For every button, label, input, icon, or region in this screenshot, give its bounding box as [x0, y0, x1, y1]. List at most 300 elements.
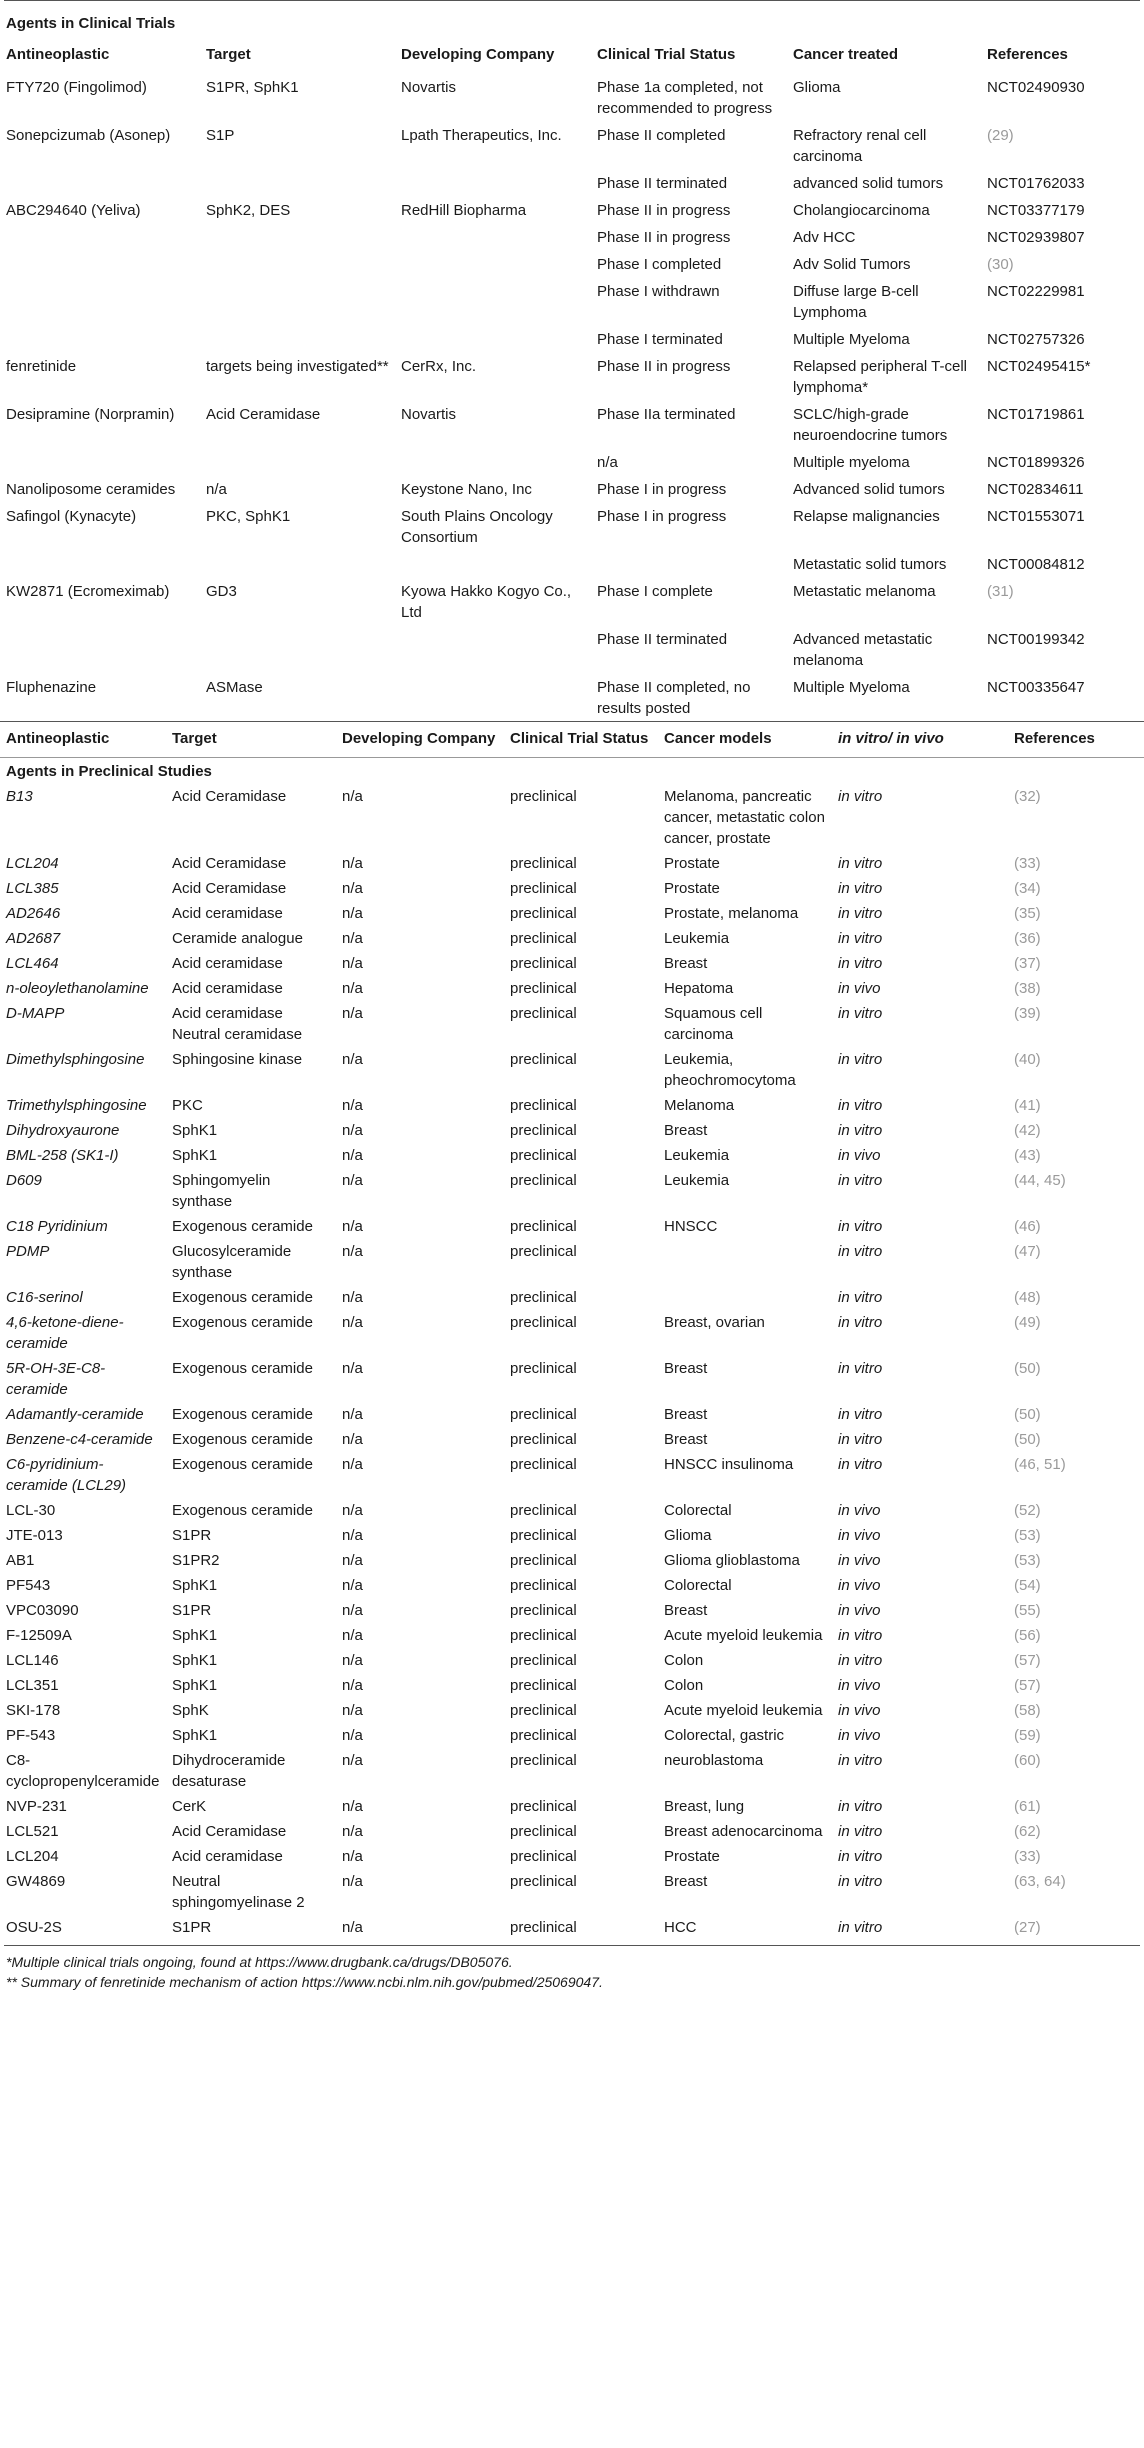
preclinical-table-cell: Acid ceramidase: [172, 955, 283, 972]
clinical-table-row: [0, 223, 1144, 250]
preclinical-table-cell: n/a: [342, 1147, 363, 1164]
preclinical-table-cell: in vitro: [838, 855, 883, 872]
preclinical-table-cell: preclinical: [510, 1431, 577, 1448]
preclinical-table-cell: n/a: [342, 1431, 363, 1448]
preclinical-table-cell: Breast, ovarian: [664, 1314, 765, 1331]
preclinical-table-cell: C6-pyridinium-ceramide (LCL29): [6, 1456, 127, 1494]
preclinical-table-cell: n/a: [342, 1527, 363, 1544]
preclinical-table-cell: LCL-30: [6, 1502, 56, 1519]
preclinical-table-cell: in vitro: [838, 930, 883, 947]
preclinical-table-cell: preclinical: [510, 1798, 577, 1815]
clinical-table-cell: Cholangiocarcinoma: [793, 202, 930, 219]
preclinical-table-cell: Colorectal: [664, 1577, 732, 1594]
preclinical-table-cell: HNSCC: [664, 1218, 718, 1235]
preclinical-table-cell: SphK1: [172, 1727, 218, 1744]
preclinical-table-cell: Melanoma: [664, 1097, 735, 1114]
preclinical-table-cell: C8-cyclopropenylceramide: [6, 1752, 160, 1790]
clinical-table-cell: NCT00199342: [987, 631, 1085, 648]
clinical-header-row: [0, 38, 1144, 73]
preclinical-table-cell: n/a: [342, 1051, 363, 1068]
preclinical-table-row: [0, 1914, 1144, 1939]
preclinical-table-cell: Acid Ceramidase: [172, 880, 287, 897]
preclinical-table-cell: (41): [1014, 1097, 1041, 1114]
preclinical-table-cell: in vivo: [838, 1677, 881, 1694]
preclinical-table-cell: in vitro: [838, 1752, 883, 1769]
preclinical-table-cell: SphK1: [172, 1147, 218, 1164]
preclinical-table-cell: preclinical: [510, 980, 577, 997]
preclinical-table-cell: preclinical: [510, 1218, 577, 1235]
clinical-table-cell: Keystone Nano, Inc: [401, 481, 532, 498]
preclinical-table-cell: in vitro: [838, 1122, 883, 1139]
clinical-table-row: [0, 673, 1144, 721]
preclinical-table-cell: Acid ceramidase: [172, 980, 283, 997]
preclinical-table-cell: n/a: [342, 1097, 363, 1114]
preclinical-table-cell: [658, 1238, 832, 1284]
preclinical-table-cell: (61): [1014, 1798, 1041, 1815]
preclinical-table-cell: (43): [1014, 1147, 1041, 1164]
preclinical-table-cell: Glioma: [664, 1527, 712, 1544]
clinical-table-cell: [0, 625, 200, 673]
preclinical-table-cell: Colorectal: [664, 1502, 732, 1519]
clinical-table-cell: NCT02834611: [987, 481, 1084, 498]
preclinical-table-row: [0, 1868, 1144, 1914]
preclinical-table-row: [0, 1572, 1144, 1597]
preclinical-table-row: [0, 1355, 1144, 1401]
preclinical-table-cell: AB1: [6, 1552, 35, 1569]
preclinical-table-cell: preclinical: [510, 880, 577, 897]
preclinical-table-cell: Exogenous ceramide: [172, 1314, 313, 1331]
clinical-table-cell: [200, 223, 395, 250]
preclinical-table-row: [0, 1401, 1144, 1426]
preclinical-table-cell: LCL204: [6, 1848, 59, 1865]
clinical-table-cell: NCT00335647: [987, 679, 1085, 696]
preclinical-table-cell: Prostate: [664, 855, 720, 872]
preclinical-table-cell: (47): [1014, 1243, 1041, 1260]
preclinical-table-cell: (42): [1014, 1122, 1041, 1139]
clinical-table-cell: FTY720 (Fingolimod): [6, 79, 147, 96]
preclinical-table-cell: preclinical: [510, 1051, 577, 1068]
clinical-header-cell: Developing Company: [401, 46, 555, 63]
preclinical-table-cell: JTE-013: [6, 1527, 63, 1544]
preclinical-table-cell: in vitro: [838, 1005, 883, 1022]
preclinical-table-row: [0, 1092, 1144, 1117]
preclinical-table-cell: PF543: [6, 1577, 51, 1594]
preclinical-table-cell: Breast, lung: [664, 1798, 745, 1815]
preclinical-table-cell: in vitro: [838, 1456, 883, 1473]
preclinical-table-row: [0, 1117, 1144, 1142]
preclinical-table-cell: (44, 45): [1014, 1172, 1066, 1189]
preclinical-table-cell: n/a: [342, 1360, 363, 1377]
clinical-table-cell: [591, 550, 787, 577]
preclinical-table-cell: n/a: [342, 1823, 363, 1840]
clinical-table-cell: Phase II completed: [597, 127, 726, 144]
clinical-table-cell: Phase I withdrawn: [597, 283, 720, 300]
preclinical-table-cell: D-MAPP: [6, 1005, 65, 1022]
preclinical-table-cell: (58): [1014, 1702, 1041, 1719]
preclinical-table-row: [0, 850, 1144, 875]
preclinical-table-cell: Adamantly-ceramide: [6, 1406, 144, 1423]
preclinical-table-cell: n/a: [342, 1577, 363, 1594]
clinical-table-cell: Nanoliposome ceramides: [6, 481, 176, 498]
preclinical-table-cell: neuroblastoma: [664, 1752, 764, 1769]
preclinical-table-cell: (40): [1014, 1051, 1041, 1068]
preclinical-table-cell: preclinical: [510, 1627, 577, 1644]
preclinical-table-cell: Leukemia: [664, 930, 730, 947]
preclinical-table-cell: (63, 64): [1014, 1873, 1066, 1890]
clinical-table-row: [0, 448, 1144, 475]
clinical-table-cell: Diffuse large B-cell Lymphoma: [793, 283, 919, 321]
preclinical-table-cell: in vivo: [838, 1702, 881, 1719]
preclinical-table-row: [0, 1697, 1144, 1722]
clinical-table-cell: [0, 550, 200, 577]
preclinical-table-cell: Benzene-c4-ceramide: [6, 1431, 153, 1448]
clinical-table-cell: Phase II in progress: [597, 202, 731, 219]
clinical-table-cell: [395, 325, 591, 352]
preclinical-table-cell: (54): [1014, 1577, 1041, 1594]
preclinical-table-cell: (50): [1014, 1406, 1041, 1423]
clinical-table-cell: Phase 1a completed, not recommended to progress: [597, 79, 773, 117]
preclinical-table-cell: preclinical: [510, 1848, 577, 1865]
preclinical-table-cell: n-oleoylethanolamine: [6, 980, 149, 997]
preclinical-table-cell: (37): [1014, 955, 1041, 972]
clinical-table-cell: [0, 223, 200, 250]
preclinical-table-cell: in vivo: [838, 980, 881, 997]
preclinical-table-cell: Dihydroxyaurone: [6, 1122, 120, 1139]
clinical-table-cell: [395, 448, 591, 475]
preclinical-table-cell: in vitro: [838, 1406, 883, 1423]
clinical-section-title: Agents in Clinical Trials: [6, 15, 176, 32]
clinical-table-cell: Kyowa Hakko Kogyo Co., Ltd: [401, 583, 572, 621]
preclinical-table-cell: B13: [6, 788, 33, 805]
preclinical-header-row: [0, 722, 1144, 758]
clinical-table-cell: SphK2, DES: [206, 202, 291, 219]
preclinical-table-row: [0, 1000, 1144, 1046]
preclinical-table-cell: S1PR: [172, 1919, 212, 1936]
preclinical-table-cell: preclinical: [510, 1314, 577, 1331]
clinical-table-cell: Sonepcizumab (Asonep): [6, 127, 171, 144]
preclinical-table-cell: in vitro: [838, 1051, 883, 1068]
preclinical-table-cell: (49): [1014, 1314, 1041, 1331]
preclinical-table-cell: LCL351: [6, 1677, 59, 1694]
clinical-table-cell: [200, 169, 395, 196]
preclinical-table-cell: preclinical: [510, 1456, 577, 1473]
clinical-table-cell: [395, 625, 591, 673]
preclinical-table-cell: n/a: [342, 1677, 363, 1694]
preclinical-table-cell: preclinical: [510, 1360, 577, 1377]
clinical-table-cell: Desipramine (Norpramin): [6, 406, 175, 423]
preclinical-table-row: [0, 900, 1144, 925]
clinical-table-cell: Advanced solid tumors: [793, 481, 945, 498]
preclinical-table-row: [0, 1046, 1144, 1092]
clinical-table-cell: NCT01553071: [987, 508, 1085, 525]
preclinical-table-cell: (52): [1014, 1502, 1041, 1519]
preclinical-table-cell: in vitro: [838, 905, 883, 922]
preclinical-table-cell: preclinical: [510, 1919, 577, 1936]
preclinical-table-cell: (39): [1014, 1005, 1041, 1022]
clinical-table-row: [0, 325, 1144, 352]
preclinical-table-row: [0, 1426, 1144, 1451]
clinical-table-cell: Phase II completed, no results posted: [597, 679, 751, 717]
clinical-table-cell: Multiple myeloma: [793, 454, 910, 471]
preclinical-table-cell: Breast: [664, 1602, 708, 1619]
preclinical-table-cell: n/a: [342, 1873, 363, 1890]
preclinical-table-cell: preclinical: [510, 1527, 577, 1544]
preclinical-table-row: [0, 1597, 1144, 1622]
preclinical-table-cell: n/a: [342, 1848, 363, 1865]
preclinical-table-cell: LCL464: [6, 955, 59, 972]
preclinical-table-cell: (36): [1014, 930, 1041, 947]
preclinical-table-cell: F-12509A: [6, 1627, 72, 1644]
preclinical-table-cell: Neutral sphingomyelinase 2: [172, 1873, 305, 1911]
clinical-table-cell: Fluphenazine: [6, 679, 97, 696]
clinical-table-cell: Metastatic melanoma: [793, 583, 936, 600]
preclinical-table-cell: preclinical: [510, 1406, 577, 1423]
clinical-table-cell: ABC294640 (Yeliva): [6, 202, 141, 219]
clinical-table-cell: Advanced metastatic melanoma: [793, 631, 933, 669]
preclinical-table-cell: in vitro: [838, 1360, 883, 1377]
clinical-table-cell: [200, 325, 395, 352]
preclinical-table-cell: Acid Ceramidase: [172, 1823, 287, 1840]
clinical-table-row: [0, 196, 1144, 223]
clinical-header-cell: Target: [206, 46, 251, 63]
preclinical-table-cell: n/a: [342, 1552, 363, 1569]
clinical-table-cell: n/a: [206, 481, 227, 498]
preclinical-table-cell: preclinical: [510, 1752, 577, 1769]
clinical-table-cell: NCT02939807: [987, 229, 1085, 246]
preclinical-table-cell: 5R-OH-3E-C8-ceramide: [6, 1360, 106, 1398]
clinical-table-cell: [0, 325, 200, 352]
preclinical-table-cell: preclinical: [510, 855, 577, 872]
preclinical-table-cell: preclinical: [510, 1823, 577, 1840]
preclinical-header-cell: Cancer models: [658, 722, 832, 758]
preclinical-table-cell: (53): [1014, 1552, 1041, 1569]
clinical-table-cell: (29): [987, 127, 1014, 144]
preclinical-table-cell: LCL385: [6, 880, 59, 897]
clinical-table-cell: Acid Ceramidase: [206, 406, 321, 423]
preclinical-table-cell: HCC: [664, 1919, 697, 1936]
clinical-table-cell: NCT01762033: [987, 175, 1085, 192]
preclinical-table-cell: Colon: [664, 1652, 704, 1669]
clinical-table-cell: (31): [987, 583, 1014, 600]
preclinical-table-cell: preclinical: [510, 1005, 577, 1022]
preclinical-section-row: [0, 758, 1144, 784]
clinical-table-cell: NCT01899326: [987, 454, 1085, 471]
preclinical-table-cell: in vivo: [838, 1727, 881, 1744]
clinical-table-cell: Relapse malignancies: [793, 508, 940, 525]
preclinical-table-cell: SphK1: [172, 1627, 218, 1644]
clinical-table-cell: [0, 250, 200, 277]
preclinical-table-cell: Breast: [664, 1431, 708, 1448]
preclinical-table-cell: Acid ceramidase: [172, 1848, 283, 1865]
preclinical-table-cell: in vitro: [838, 1823, 883, 1840]
preclinical-table-cell: C16-serinol: [6, 1289, 83, 1306]
preclinical-table-cell: in vitro: [838, 1289, 883, 1306]
clinical-table-cell: S1PR, SphK1: [206, 79, 299, 96]
preclinical-table-cell: Breast: [664, 1873, 708, 1890]
preclinical-table-cell: n/a: [342, 1798, 363, 1815]
preclinical-table-cell: preclinical: [510, 1552, 577, 1569]
clinical-table-cell: [0, 448, 200, 475]
preclinical-table-cell: Dihydroceramide desaturase: [172, 1752, 286, 1790]
preclinical-table-cell: Melanoma, pancreatic cancer, metastatic colon cancer, prostate: [664, 788, 825, 847]
preclinical-table-cell: (59): [1014, 1727, 1041, 1744]
preclinical-section-title: Agents in Preclinical Studies: [6, 763, 212, 780]
clinical-table-row: [0, 625, 1144, 673]
clinical-table-cell: Safingol (Kynacyte): [6, 508, 137, 525]
clinical-table-row: [0, 400, 1144, 448]
preclinical-table-cell: Squamous cell carcinoma: [664, 1005, 763, 1043]
preclinical-table-cell: preclinical: [510, 1502, 577, 1519]
clinical-table-cell: Phase I in progress: [597, 508, 727, 525]
clinical-table-cell: [395, 673, 591, 721]
preclinical-table-cell: (35): [1014, 905, 1041, 922]
preclinical-table-row: [0, 1497, 1144, 1522]
preclinical-table-cell: n/a: [342, 1243, 363, 1260]
preclinical-table-cell: in vitro: [838, 1218, 883, 1235]
preclinical-table-cell: n/a: [342, 955, 363, 972]
preclinical-table-cell: n/a: [342, 1122, 363, 1139]
preclinical-table-row: [0, 950, 1144, 975]
preclinical-table-cell: preclinical: [510, 1873, 577, 1890]
clinical-table-cell: [395, 223, 591, 250]
clinical-table-cell: Refractory renal cell carcinoma: [793, 127, 927, 165]
clinical-table-cell: Glioma: [793, 79, 841, 96]
preclinical-table-cell: SKI-178: [6, 1702, 61, 1719]
clinical-table-row: [0, 250, 1144, 277]
preclinical-table-cell: Ceramide analogue: [172, 930, 303, 947]
preclinical-table-cell: in vitro: [838, 1431, 883, 1448]
preclinical-table-cell: in vitro: [838, 1652, 883, 1669]
preclinical-table-cell: in vitro: [838, 1314, 883, 1331]
clinical-table-cell: Phase II terminated: [597, 175, 728, 192]
preclinical-table-cell: (55): [1014, 1602, 1041, 1619]
clinical-table-row: [0, 73, 1144, 121]
preclinical-table-cell: n/a: [342, 855, 363, 872]
clinical-table-row: [0, 577, 1144, 625]
preclinical-table-cell: Exogenous ceramide: [172, 1502, 313, 1519]
preclinical-table-cell: (38): [1014, 980, 1041, 997]
preclinical-table-cell: LCL521: [6, 1823, 59, 1840]
clinical-table-cell: NCT02757326: [987, 331, 1085, 348]
clinical-table-cell: CerRx, Inc.: [401, 358, 477, 375]
preclinical-table-cell: n/a: [342, 1752, 363, 1769]
preclinical-table-cell: Hepatoma: [664, 980, 734, 997]
clinical-table-cell: Adv HCC: [793, 229, 856, 246]
preclinical-table-cell: (32): [1014, 788, 1041, 805]
preclinical-table-cell: n/a: [342, 1627, 363, 1644]
preclinical-table-cell: SphK1: [172, 1122, 218, 1139]
clinical-table-cell: Phase II terminated: [597, 631, 728, 648]
preclinical-table-cell: Sphingomyelin synthase: [172, 1172, 271, 1210]
preclinical-table-cell: n/a: [342, 1456, 363, 1473]
preclinical-table: [0, 721, 1144, 1939]
preclinical-table-cell: Leukemia, pheochromocytoma: [664, 1051, 796, 1089]
preclinical-table-cell: (62): [1014, 1823, 1041, 1840]
preclinical-table-cell: PF-543: [6, 1727, 56, 1744]
preclinical-table-cell: in vivo: [838, 1552, 881, 1569]
footnote: *Multiple clinical trials ongoing, found at https://www.drugbank.ca/drugs/DB05076.: [6, 1954, 513, 1970]
preclinical-table-cell: [658, 1284, 832, 1309]
preclinical-table-cell: in vitro: [838, 1172, 883, 1189]
clinical-table-cell: Relapsed peripheral T-cell lymphoma*: [793, 358, 967, 396]
preclinical-table-cell: preclinical: [510, 1147, 577, 1164]
preclinical-table-cell: D609: [6, 1172, 42, 1189]
preclinical-table-cell: Dimethylsphingosine: [6, 1051, 145, 1068]
preclinical-header-cell: References: [1008, 722, 1144, 758]
preclinical-table-cell: CerK: [172, 1798, 207, 1815]
preclinical-table-row: [0, 975, 1144, 1000]
clinical-table-cell: n/a: [597, 454, 618, 471]
preclinical-table-cell: n/a: [342, 1602, 363, 1619]
preclinical-table-cell: Acid Ceramidase: [172, 855, 287, 872]
preclinical-table-cell: n/a: [342, 1727, 363, 1744]
preclinical-table-cell: in vivo: [838, 1602, 881, 1619]
preclinical-table-row: [0, 1818, 1144, 1843]
clinical-table-cell: fenretinide: [6, 358, 77, 375]
clinical-table-cell: Lpath Therapeutics, Inc.: [401, 127, 562, 144]
preclinical-header-cell: Target: [166, 722, 336, 758]
preclinical-table-cell: HNSCC insulinoma: [664, 1456, 794, 1473]
preclinical-table-cell: n/a: [342, 1502, 363, 1519]
preclinical-table-row: [0, 1647, 1144, 1672]
preclinical-table-cell: preclinical: [510, 1677, 577, 1694]
preclinical-table-cell: Acid ceramidase Neutral ceramidase: [172, 1005, 303, 1043]
preclinical-table-row: [0, 1213, 1144, 1238]
preclinical-table-cell: preclinical: [510, 955, 577, 972]
preclinical-table-cell: 4,6-ketone-diene-ceramide: [6, 1314, 124, 1352]
preclinical-table-cell: Breast: [664, 1122, 708, 1139]
preclinical-table-row: [0, 1672, 1144, 1697]
clinical-table-cell: NCT02229981: [987, 283, 1085, 300]
clinical-table-cell: [395, 250, 591, 277]
preclinical-table-cell: (33): [1014, 855, 1041, 872]
preclinical-table-cell: in vivo: [838, 1527, 881, 1544]
clinical-table-cell: Phase I in progress: [597, 481, 727, 498]
preclinical-table-cell: Colorectal, gastric: [664, 1727, 785, 1744]
preclinical-table-cell: (46, 51): [1014, 1456, 1066, 1473]
clinical-table-cell: Metastatic solid tumors: [793, 556, 947, 573]
preclinical-table-cell: SphK: [172, 1702, 209, 1719]
clinical-table-cell: [200, 625, 395, 673]
clinical-trials-table: [0, 38, 1144, 721]
preclinical-table-cell: Trimethylsphingosine: [6, 1097, 147, 1114]
preclinical-table-cell: S1PR2: [172, 1552, 220, 1569]
clinical-table-row: [0, 121, 1144, 169]
preclinical-table-cell: (27): [1014, 1919, 1041, 1936]
preclinical-table-cell: (48): [1014, 1289, 1041, 1306]
clinical-table-row: [0, 169, 1144, 196]
preclinical-table-cell: Glucosylceramide synthase: [172, 1243, 292, 1281]
clinical-table-cell: South Plains Oncology Consortium: [401, 508, 553, 546]
preclinical-table-row: [0, 1793, 1144, 1818]
clinical-table-cell: Phase I completed: [597, 256, 722, 273]
clinical-table-row: [0, 352, 1144, 400]
preclinical-table-cell: Exogenous ceramide: [172, 1289, 313, 1306]
preclinical-table-cell: S1PR: [172, 1527, 212, 1544]
preclinical-table-cell: n/a: [342, 1172, 363, 1189]
clinical-table-row: [0, 277, 1144, 325]
preclinical-table-cell: Breast adenocarcinoma: [664, 1823, 823, 1840]
preclinical-table-row: [0, 1722, 1144, 1747]
preclinical-table-cell: n/a: [342, 1652, 363, 1669]
preclinical-table-cell: Breast: [664, 955, 708, 972]
clinical-header-cell: Cancer treated: [793, 46, 899, 63]
preclinical-table-cell: Exogenous ceramide: [172, 1456, 313, 1473]
preclinical-table-row: [0, 1622, 1144, 1647]
preclinical-table-row: [0, 1522, 1144, 1547]
preclinical-table-cell: in vitro: [838, 880, 883, 897]
preclinical-table-cell: preclinical: [510, 1289, 577, 1306]
